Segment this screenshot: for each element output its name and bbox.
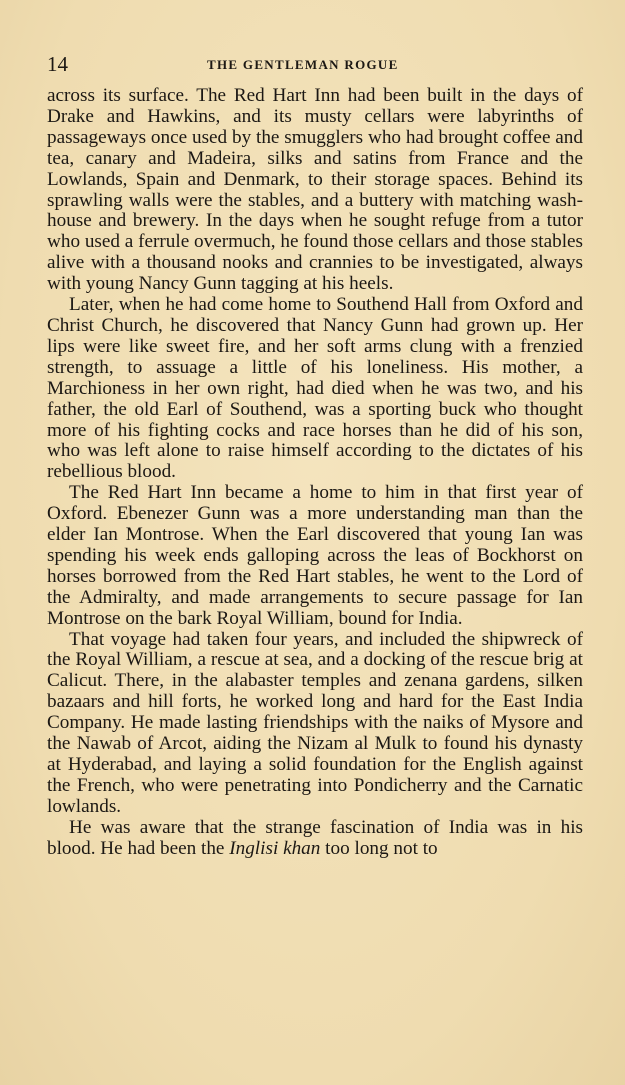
paragraph-5-text-before: He was aware that the strange fascination of India was in his blood. He had been the	[47, 816, 583, 859]
body-text	[47, 86, 583, 860]
paragraph-5	[47, 818, 583, 860]
page-number: 14	[47, 52, 68, 76]
page-header	[47, 50, 587, 78]
paragraph-5-italic-term: Inglisi khan	[229, 837, 321, 859]
running-head: THE GENTLEMAN ROGUE	[207, 57, 399, 72]
paragraph-4: That voyage had taken four years, and included the shipwreck of the Royal William, a rescue at sea, and a docking of the rescue brig at Calicut. There, in the alabaster temples and zenana gardens, silken bazaars and hill forts, he worked long and hard for the East India Company. He made lasting friendships with the naiks of Mysore and the Nawab of Arcot, aiding the Nizam al Mulk to found his dynasty at Hyderabad, and laying a solid foundation for the English against the French, who were penetrating into Pondicherry and the Carnatic lowlands.	[47, 628, 583, 817]
paragraph-2: Later, when he had come home to Southend Hall from Oxford and Christ Church, he discovered that Nancy Gunn had grown up. Her lips were like sweet fire, and her soft arms clung with a frenzied strength, to assuage a little of his loneliness. His mother, a Marchioness in her own right, had died when he was two, and his father, the old Earl of Southend, was a sporting buck who thought more of his fighting cocks and race horses than he did of his son, who was left alone to raise himself according to the dictates of his rebellious blood.	[47, 294, 583, 483]
paragraph-3: The Red Hart Inn became a home to him in that first year of Oxford. Ebenezer Gunn was a more understanding man than the elder Ian Montrose. When the Earl discovered that young Ian was spending his week ends galloping across the leas of Bockhorst on horses borrowed from the Red Hart stables, he went to the Lord of the Admiralty, and made arrangements to secure passage for Ian Montrose on the bark Royal William, bound for India.	[47, 482, 583, 629]
paragraph-1: across its surface. The Red Hart Inn had been built in the days of Drake and Hawkins, and its musty cellars were labyrinths of passageways once used by the smugglers who had brought coffee and tea, canary and Madeira, silks and satins from France and the Lowlands, Spain and Denmark, to their storage spaces. Behind its sprawling walls were the stables, and a buttery with matching wash-house and brewery. In the days when he sought refuge from a tutor who used a ferrule overmuch, he found those cellars and those stables alive with a thousand nooks and crannies to be investigated, always with young Nancy Gunn tagging at his heels.	[47, 85, 584, 295]
paragraph-5-text-after: too long not to	[320, 837, 438, 859]
